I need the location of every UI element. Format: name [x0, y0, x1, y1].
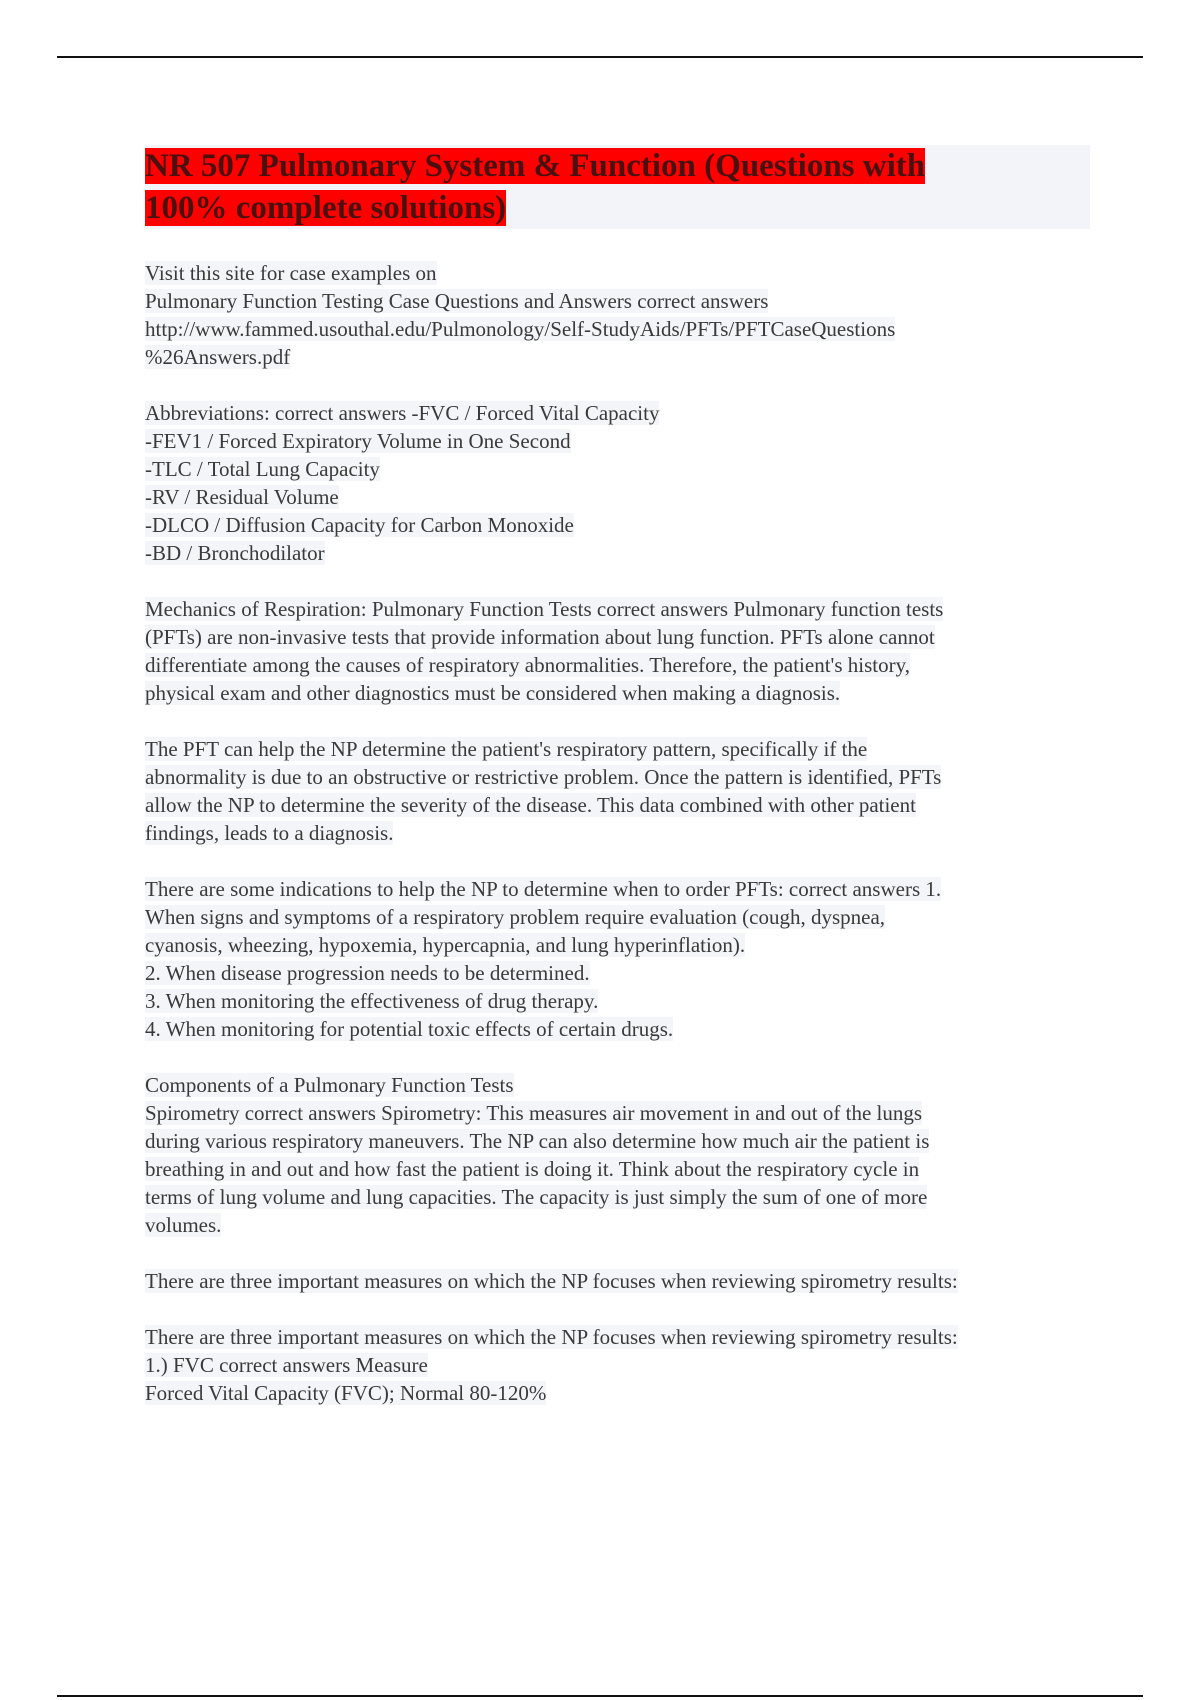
- text-line: -BD / Bronchodilator: [145, 541, 325, 565]
- bottom-rule: [57, 1695, 1143, 1697]
- section-indications: [145, 875, 1090, 1043]
- list-item: 2. When disease progression needs to be determined.: [145, 961, 590, 985]
- text-line: The PFT can help the NP determine the patient's respiratory pattern, specifically if the: [145, 737, 868, 761]
- document-title: [145, 145, 1090, 229]
- text-line: allow the NP to determine the severity of the disease. This data combined with other patient: [145, 793, 916, 817]
- text-line: Forced Vital Capacity (FVC); Normal 80-120%: [145, 1381, 547, 1405]
- text-line: during various respiratory maneuvers. The NP can also determine how much air the patient is: [145, 1129, 930, 1153]
- text-line: Abbreviations: correct answers -FVC / Forced Vital Capacity: [145, 401, 660, 425]
- section-site: [145, 259, 1090, 371]
- document-body: [145, 145, 1090, 1435]
- title-line: NR 507 Pulmonary System & Function (Questions with: [145, 148, 926, 184]
- text-line: -TLC / Total Lung Capacity: [145, 457, 380, 481]
- text-line: Mechanics of Respiration: Pulmonary Function Tests correct answers Pulmonary function tests: [145, 597, 944, 621]
- text-line: cyanosis, wheezing, hypoxemia, hypercapnia, and lung hyperinflation).: [145, 933, 746, 957]
- text-line: Visit this site for case examples on: [145, 261, 437, 285]
- text-line: physical exam and other diagnostics must be considered when making a diagnosis.: [145, 681, 841, 705]
- text-line: (PFTs) are non-invasive tests that provide information about lung function. PFTs alone cannot: [145, 625, 935, 649]
- text-line: Spirometry correct answers Spirometry: This measures air movement in and out of the lungs: [145, 1101, 923, 1125]
- text-line: -RV / Residual Volume: [145, 485, 339, 509]
- section-abbreviations: [145, 399, 1090, 567]
- text-line: 1.) FVC correct answers Measure: [145, 1353, 428, 1377]
- section-measures-1: [145, 1267, 1090, 1295]
- text-line: differentiate among the causes of respiratory abnormalities. Therefore, the patient's history,: [145, 653, 910, 677]
- title-line: 100% complete solutions): [145, 190, 507, 226]
- text-line: -DLCO / Diffusion Capacity for Carbon Monoxide: [145, 513, 574, 537]
- text-line: volumes.: [145, 1213, 222, 1237]
- text-line: There are three important measures on which the NP focuses when reviewing spirometry results:: [145, 1325, 958, 1349]
- text-line: findings, leads to a diagnosis.: [145, 821, 394, 845]
- text-line: abnormality is due to an obstructive or restrictive problem. Once the pattern is identified, PFTs: [145, 765, 942, 789]
- text-line: When signs and symptoms of a respiratory problem require evaluation (cough, dyspnea,: [145, 905, 886, 929]
- section-pattern: [145, 735, 1090, 847]
- list-item: 3. When monitoring the effectiveness of drug therapy.: [145, 989, 599, 1013]
- text-line: Components of a Pulmonary Function Tests: [145, 1073, 514, 1097]
- text-line: breathing in and out and how fast the patient is doing it. Think about the respiratory cycle in: [145, 1157, 920, 1181]
- link-url-continuation[interactable]: %26Answers.pdf: [145, 345, 291, 369]
- text-line: Pulmonary Function Testing Case Questions and Answers correct answers: [145, 289, 769, 313]
- section-measures-2: [145, 1323, 1090, 1407]
- top-rule: [57, 56, 1143, 58]
- text-line: -FEV1 / Forced Expiratory Volume in One Second: [145, 429, 571, 453]
- section-mechanics: [145, 595, 1090, 707]
- text-line: There are three important measures on which the NP focuses when reviewing spirometry results:: [145, 1269, 958, 1293]
- list-item: 4. When monitoring for potential toxic effects of certain drugs.: [145, 1017, 674, 1041]
- section-components: [145, 1071, 1090, 1239]
- text-line: There are some indications to help the NP to determine when to order PFTs: correct answers 1.: [145, 877, 942, 901]
- link-url[interactable]: http://www.fammed.usouthal.edu/Pulmonology/Self-StudyAids/PFTs/PFTCaseQuestions: [145, 317, 896, 341]
- text-line: terms of lung volume and lung capacities. The capacity is just simply the sum of one of more: [145, 1185, 928, 1209]
